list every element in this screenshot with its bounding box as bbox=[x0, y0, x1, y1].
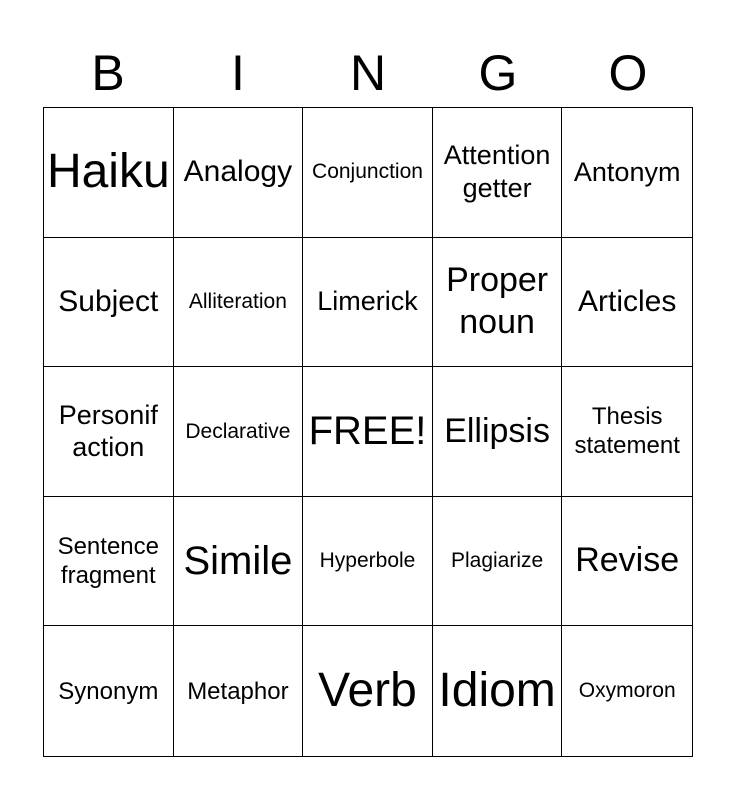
cell-label: Simile bbox=[183, 538, 293, 583]
cell-label: Subject bbox=[58, 284, 159, 318]
bingo-cell[interactable] bbox=[174, 367, 304, 497]
bingo-cell[interactable] bbox=[174, 626, 304, 756]
cell-label: Haiku bbox=[46, 145, 170, 199]
header-letter-o: O bbox=[608, 45, 648, 101]
free-space-label: FREE! bbox=[308, 409, 427, 454]
header-letter-g: G bbox=[478, 45, 518, 101]
bingo-header bbox=[43, 40, 693, 106]
cell-label: Conjunction bbox=[312, 160, 423, 184]
cell-label: Limerick bbox=[317, 286, 418, 317]
cell-label: Proper noun bbox=[446, 261, 549, 341]
bingo-cell[interactable] bbox=[303, 108, 433, 238]
bingo-cell[interactable] bbox=[433, 108, 563, 238]
cell-label: Synonym bbox=[58, 677, 159, 705]
cell-label: Sentence fragment bbox=[57, 532, 159, 590]
cell-label: Articles bbox=[578, 284, 677, 318]
bingo-cell[interactable] bbox=[303, 238, 433, 368]
bingo-cell[interactable] bbox=[433, 238, 563, 368]
bingo-cell[interactable] bbox=[303, 497, 433, 627]
cell-label: Plagiarize bbox=[450, 549, 544, 573]
cell-label: Verb bbox=[318, 663, 417, 717]
bingo-cell[interactable] bbox=[562, 367, 692, 497]
bingo-cell[interactable] bbox=[433, 626, 563, 756]
bingo-cell[interactable] bbox=[174, 238, 304, 368]
cell-label: Oxymoron bbox=[578, 679, 676, 703]
bingo-board bbox=[43, 107, 693, 757]
bingo-cell[interactable] bbox=[562, 108, 692, 238]
bingo-cell[interactable] bbox=[44, 238, 174, 368]
bingo-cell[interactable] bbox=[433, 497, 563, 627]
bingo-cell[interactable] bbox=[433, 367, 563, 497]
cell-label: Alliteration bbox=[188, 290, 287, 314]
cell-label: Hyperbole bbox=[319, 549, 416, 573]
header-letter-i: I bbox=[231, 45, 245, 101]
cell-label: Analogy bbox=[183, 155, 293, 188]
cell-label: Idiom bbox=[438, 663, 556, 717]
cell-label: Ellipsis bbox=[444, 411, 550, 450]
cell-label: Antonym bbox=[573, 156, 681, 187]
header-letter-n: N bbox=[349, 45, 387, 101]
bingo-cell[interactable] bbox=[44, 626, 174, 756]
cell-label: Revise bbox=[575, 541, 680, 580]
bingo-cell[interactable] bbox=[562, 626, 692, 756]
bingo-cell[interactable] bbox=[44, 108, 174, 238]
bingo-cell[interactable] bbox=[303, 626, 433, 756]
cell-label: Attention getter bbox=[443, 140, 551, 204]
bingo-cell[interactable] bbox=[174, 497, 304, 627]
bingo-cell[interactable] bbox=[44, 497, 174, 627]
bingo-cell[interactable] bbox=[562, 238, 692, 368]
cell-label: Metaphor bbox=[187, 677, 289, 705]
bingo-cell[interactable] bbox=[562, 497, 692, 627]
bingo-cell-free[interactable] bbox=[303, 367, 433, 497]
bingo-cell[interactable] bbox=[174, 108, 304, 238]
bingo-cell[interactable] bbox=[44, 367, 174, 497]
header-letter-b: B bbox=[91, 45, 125, 101]
cell-label: Thesis statement bbox=[574, 403, 680, 460]
cell-label: Declarative bbox=[185, 419, 291, 443]
cell-label: Personif action bbox=[58, 399, 158, 463]
